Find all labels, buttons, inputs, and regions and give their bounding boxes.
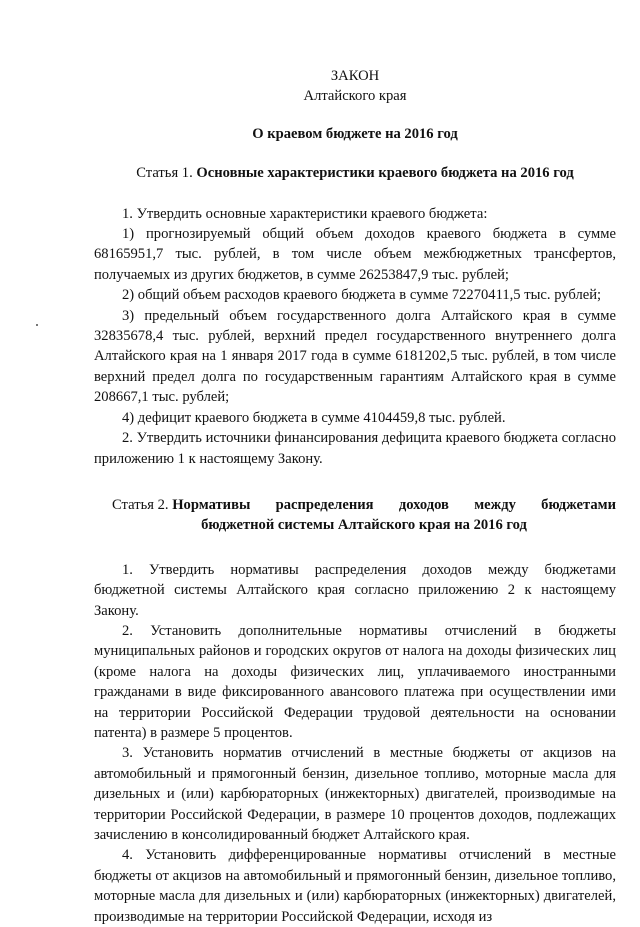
article1-paragraph: 2. Утвердить источники финансирования дефицита краевого бюджета согласно приложению 1 к настоящему Закону.: [94, 430, 616, 467]
article1-paragraph: 1) прогнозируемый общий объем доходов краевого бюджета в сумме 68165951,7 тыс. рублей, в том числе объем межбюджетных трансфертов, получаемых из других бюджетов, в сумме 26253847,9 тыс. рублей;: [94, 226, 616, 283]
article2-paragraph: 4. Установить дифференцированные нормативы отчислений в местные бюджеты от акцизов на автомобильный и прямогонный бензин, дизельное топливо, моторные масла для дизельных и (или) карбюраторных (инжекторных) двигателей, производимые на территории Российской Федерации, исходя из: [94, 847, 616, 925]
article2-label: Статья 2.: [112, 496, 169, 513]
article2-title-word: бюджетами: [541, 496, 616, 513]
article1-heading: [94, 163, 616, 183]
article2-paragraph: 1. Утвердить нормативы распределения доходов между бюджетами бюджетной системы Алтайского края согласно приложению 2 к настоящему Закону.: [94, 561, 616, 619]
law-subject: О краевом бюджете на 2016 год: [252, 125, 458, 142]
article1-paragraph: 4) дефицит краевого бюджета в сумме 4104459,8 тыс. рублей.: [122, 409, 506, 426]
article2-heading-line1: [94, 495, 616, 515]
article2-title-word: доходов: [398, 496, 449, 513]
law-region: Алтайского края: [303, 88, 407, 105]
article2-paragraph: 3. Установить норматив отчислений в местные бюджеты от акцизов на автомобильный и прямогонный бензин, дизельное топливо, моторные масла для дизельных и (или) карбюраторных (инжекторных) двигателей, производимые на территории Российской Федерации, в размере 10 процентов доходов, подлежащих зачислению в консолидированный бюджет Алтайского края.: [94, 745, 616, 843]
article1-paragraph: 2) общий объем расходов краевого бюджета в сумме 72270411,5 тыс. рублей;: [122, 287, 602, 304]
article2-paragraph: 2. Установить дополнительные нормативы отчислений в бюджеты муниципальных районов и городских округов от налога на доходы физических лиц (кроме налога на доходы физических лиц, уплачиваемого иностранными гражданами в виде фиксированного авансового платежа при осуществлении ими на территории Российской Федерации трудовой деятельности на основании патента) в размере 5 процентов.: [94, 622, 616, 741]
article1-label: Статья 1.: [136, 165, 193, 182]
article1-title: Основные характеристики краевого бюджета на 2016 год: [196, 165, 574, 182]
article2-title-line2: бюджетной системы Алтайского края на 2016 год: [201, 517, 527, 534]
scan-artifact-dot: [36, 324, 38, 326]
article2-label-and-word: [112, 495, 250, 515]
article2-title-word: между: [474, 496, 516, 513]
article2-title-word: распределения: [275, 496, 374, 513]
article1-paragraph: 1. Утвердить основные характеристики краевого бюджета:: [122, 205, 488, 222]
law-doc-type: ЗАКОН: [330, 68, 380, 84]
article2-title-word: Нормативы: [172, 496, 251, 513]
article1-paragraph: 3) предельный объем государственного долга Алтайского края в сумме 32835678,4 тыс. рублей, верхний предел государственного внутреннего долга Алтайского края на 1 января 2017 года в сумме 6181202,5 тыс. рублей, в том числе верхний предел долга по государственным гарантиям Алтайского края в сумме 208667,1 тыс. рублей;: [94, 307, 616, 406]
article2-heading: [94, 495, 616, 536]
